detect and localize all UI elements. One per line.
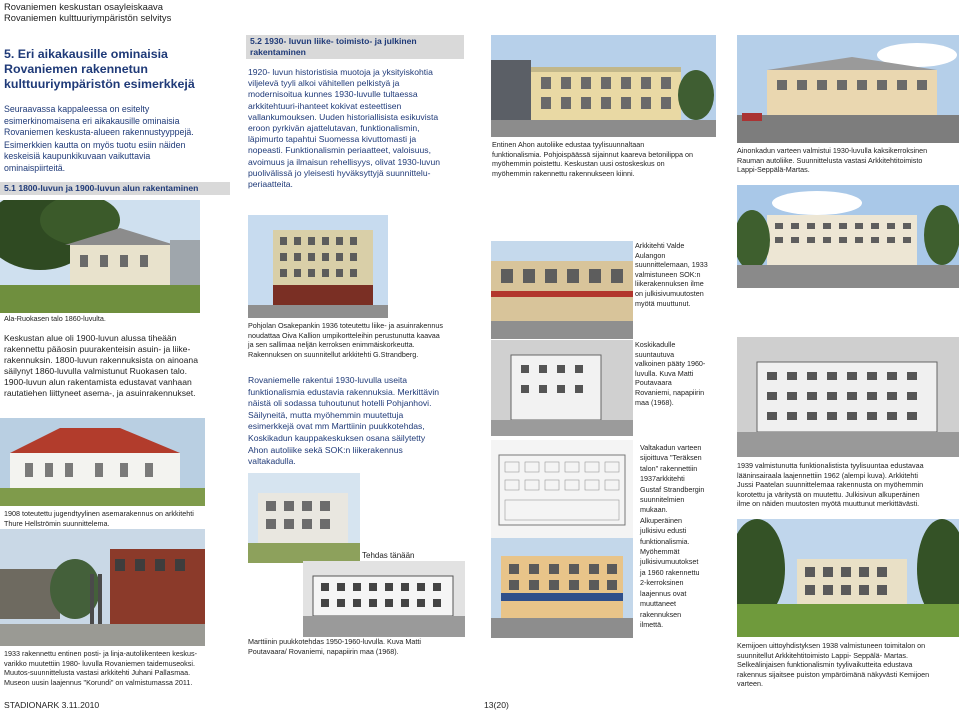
body-line: viljelevä tyyli alkoi vähitellen pelkistyä ja xyxy=(248,78,400,89)
caption-line: Jussi Paatelan suunnittelemaa rakennusta on myöhemmin xyxy=(737,480,924,490)
caption-taidemuseo xyxy=(4,649,197,687)
body-line: puolivälissä jo yleisesti hyväksyttyjä suunnittelu- xyxy=(248,167,431,178)
col2-para2 xyxy=(248,375,476,468)
photo-rauman-autoliike xyxy=(737,35,959,143)
caption-line: 1939 valmistunutta funktionalistista tyylisuuntaa edustavaa xyxy=(737,461,924,470)
caption-line: Kemijoen uittoyhdistyksen 1938 valmistuneen toimitalon on xyxy=(737,641,926,650)
body-line: modernisoitua kunnes 1930-luvulle tultaessa xyxy=(248,89,418,100)
section-intro xyxy=(4,104,229,174)
caption-line: ilmettä. xyxy=(640,619,664,629)
caption-line: Rovaniemi, napapiirin xyxy=(635,387,705,397)
intro-line: esimerkinomaisena eri aikakausille ominaisia xyxy=(4,115,180,126)
caption-line: 1933 rakennettu entinen posti- ja linja-autoliikenteen keskus- xyxy=(4,649,197,658)
caption-line: julkisivumuutokset xyxy=(640,557,699,567)
photo-osakepankki xyxy=(248,215,388,318)
body-line: 1900-luvun alun rakentamista edustavat vanhaan xyxy=(4,377,192,387)
heading-line: rakentaminen xyxy=(250,47,306,57)
intro-line: keskeisiä kaupunkikuvaan vaikuttavia xyxy=(4,151,151,161)
caption-line: Museon uusin laajennus "Korundi" on valmistumassa 2011. xyxy=(4,677,193,687)
photo-ahon-autoliike xyxy=(491,35,716,137)
body-line: rakennuksin. 1800-luvun rakennuksista on ainoana xyxy=(4,355,198,365)
caption-line: varikko muutettiin 1980- luvulla Rovaniemen taidemuseoksi. xyxy=(4,658,195,668)
body-line: Rovaniemelle rakentui 1930-luvulla useita xyxy=(248,375,408,385)
page-number: 13(20) xyxy=(484,700,509,710)
body-line: avoimuus ja ilmaisun rehellisyys, olivat 1930-luvun xyxy=(248,156,441,167)
caption-rauman-autoliike xyxy=(737,146,927,175)
body-line: rakennettu pääosin puurakenteisin asuin- ja liike- xyxy=(4,344,191,354)
caption-line: rakennuksen xyxy=(640,609,682,619)
subsection-5-1-heading: 5.1 1800-luvun ja 1900-luvun alun rakentaminen xyxy=(0,182,230,195)
caption-line: Rakennuksen on suunnitellut arkkitehti G.Strandberg. xyxy=(248,349,419,359)
caption-line: sijoittuva "Teräksen xyxy=(640,453,702,463)
photo-marttiini-tehdas xyxy=(303,561,465,637)
side-text-valtakatu xyxy=(640,443,718,630)
caption-marttiini xyxy=(248,637,421,656)
caption-line: Ainonkadun varteen valmistui 1930-luvulla kaksikerroksinen xyxy=(737,146,928,155)
heading-line: 5.2 1930- luvun liike- toimisto- ja julkinen xyxy=(250,36,417,46)
doc-header-line-1: Rovaniemen keskustan osayleiskaava xyxy=(4,1,163,12)
body-line: Koskikadun kauppakeskuksen osana säilytetty xyxy=(248,432,426,443)
caption-line: ja sen sallimaa neljän kerroksen enimmäiskorkeutta. xyxy=(248,340,415,350)
side-text-aulanko xyxy=(635,241,715,308)
caption-line: valmistuneen SOK:n xyxy=(635,269,701,279)
body-line: säilynyt 1860-luvulla valmistunut Ruokasen talo. xyxy=(4,366,187,376)
caption-line: Entinen Ahon autoliike edustaa tyylisuunnaltaan xyxy=(492,140,645,149)
subsection-5-2-heading xyxy=(246,35,464,59)
caption-line: korotettu ja väritystä on muutettu. Julkisivun alkuperäinen xyxy=(737,489,920,499)
intro-line: Esimerkkien kautta on myös tuotu esiin näiden xyxy=(4,139,186,150)
caption-line: suunnittelemaan, 1933 xyxy=(635,260,708,270)
caption-line: talon" rakennettiin xyxy=(640,463,698,473)
col1-body xyxy=(4,333,234,399)
caption-line: Marttiinin puukkotehdas 1950-1960-luvulla. Kuva Matti xyxy=(248,637,421,646)
photo-ruokasen-talo xyxy=(0,200,200,313)
caption-line: maa (1968). xyxy=(635,397,674,407)
caption-laaninsairaala xyxy=(737,461,924,509)
body-line: Keskustan alue oli 1900-luvun alussa tiheään xyxy=(4,333,177,343)
caption-line: 1937arkkitehti xyxy=(640,474,685,484)
body-line: Säilyneitä, mutta myöhemmin muutettuja xyxy=(248,409,404,420)
caption-uittoyhdistys xyxy=(737,641,929,689)
caption-asemarakennus xyxy=(4,509,194,528)
caption-osakepankki xyxy=(248,321,443,359)
caption-line: suunnitellut Arkkitehtitoimisto Lappi- Seppälä- Martas. xyxy=(737,650,908,660)
photo-laaninsairaala-1962 xyxy=(737,337,959,457)
body-line: funktionalismia edustavia rakennuksia. Merkittävin xyxy=(248,386,440,397)
photo-taidemuseo xyxy=(0,529,205,646)
col2-para1 xyxy=(248,67,476,190)
caption-line: Thure Hellströmin suunnittelema. xyxy=(4,518,110,528)
caption-line: rakennus sijaitsee puiston ympäröimänä näkyvästi Kemijoen xyxy=(737,669,930,679)
body-line: rautatiehen liittyneet asema-, ja asuinrakennukset. xyxy=(4,388,196,398)
side-text-koskikatu xyxy=(635,340,715,407)
body-line: läpimurto tapahtui Suomessa kivuttomasti ja xyxy=(248,134,417,145)
intro-line: ominaispiirteitä. xyxy=(4,162,66,173)
photo-tehdas-tanaan xyxy=(248,473,360,563)
caption-line: myöhemmin rakennettu rakennukseen kiinni. xyxy=(492,168,635,178)
caption-line: suuntautuva xyxy=(635,349,675,359)
caption-line: Koskikadulle xyxy=(635,340,676,349)
caption-ahon-autoliike xyxy=(492,140,693,178)
caption-line: on julkisivumuutosten xyxy=(635,288,704,298)
section-title-line: kulttuuriympäristön esimerkkejä xyxy=(4,77,195,91)
caption-line: Gustaf Strandbergin xyxy=(640,484,705,494)
caption-line: lääninsairaala laajennettiin 1962 (alempi kuva). Arkkitehti xyxy=(737,470,918,480)
caption-line: Poutavaara xyxy=(635,378,672,388)
caption-line: Lappi-Seppälä-Martas. xyxy=(737,165,810,175)
body-line: arkkitehtuuri-ihanteet kokivat esteettisen xyxy=(248,100,402,111)
caption-line: ilme on näiden muutosten myötä muuttunut merkittävästi. xyxy=(737,499,920,509)
caption-line: noudattaa Oiva Kallion umpikortteleihin perustunutta kaavaa xyxy=(248,330,440,340)
photo-koskikatu-pääty xyxy=(491,340,633,436)
caption-line: Poutavaara/ Rovaniemi, napapiirin maa (1968). xyxy=(248,646,399,656)
section-title-line: 5. Eri aikakausille ominaisia xyxy=(4,47,168,61)
body-line: 1920- luvun historistisia muotoja ja yksityiskohtia xyxy=(248,67,433,77)
caption-line: varteen. xyxy=(737,679,763,689)
caption-line: ja 1960 rakennettu xyxy=(640,567,700,577)
intro-line: Seuraavassa kappaleessa on esitelty xyxy=(4,104,150,114)
caption-line: Arkkitehti Valde xyxy=(635,241,685,250)
photo-laaninsairaala xyxy=(737,185,959,288)
caption-ruokasen: Ala-Ruokasen talo 1860-luvulta. xyxy=(4,314,106,323)
caption-line: Aulangon xyxy=(635,250,666,260)
photo-sok-liikerakennus xyxy=(491,241,633,339)
body-line: näistä oli sodassa tuhoutunut hotelli Pohjanhovi. xyxy=(248,398,432,409)
caption-line: Myöhemmät xyxy=(640,547,680,557)
body-line: esimerkkejä ovat mm Marttiinin puukkotehdas, xyxy=(248,421,425,432)
caption-line: funktionalismia. xyxy=(640,536,690,546)
body-line: eroon pyrkivän ajattelutavan, funktionalismin, xyxy=(248,123,420,134)
photo-teraksen-talo xyxy=(491,538,633,638)
caption-line: luvulla. Kuva Matti xyxy=(635,368,694,378)
caption-line: 2-kerroksinen xyxy=(640,578,684,588)
caption-line: Selkeälinjaisen funktionalismin tyylivaikutteita edustava xyxy=(737,660,913,670)
caption-line: suunnitelmien xyxy=(640,495,685,505)
intro-line: Rovaniemen keskusta-alueen rakennustyyppejä. xyxy=(4,127,194,137)
photo-uittoyhdistys xyxy=(737,519,959,637)
body-line: nopeasti. Funktionalismin periaatteet, valoisuus, xyxy=(248,145,431,156)
caption-line: Rauman autoliike. Suunnittelusta vastasi Arkkitehtitoimisto xyxy=(737,155,923,165)
caption-line: valkoinen pääty 1960- xyxy=(635,359,706,369)
caption-line: liikerakennuksen ilme xyxy=(635,279,704,289)
label-tehdas-tanaan: Tehdas tänään xyxy=(362,551,415,560)
caption-line: Pohjolan Osakepankin 1936 toteutettu liike- ja asuinrakennus xyxy=(248,321,443,330)
caption-line: mukaan. xyxy=(640,505,668,515)
photo-asemarakennus xyxy=(0,418,205,506)
body-line: vallankumouksen. Uuden historiallisista esikuvista xyxy=(248,111,439,122)
body-line: valtakadulla. xyxy=(248,456,296,467)
caption-line: myötä muuttunut. xyxy=(635,298,691,308)
caption-line: julkisivu edusti xyxy=(640,526,687,536)
section-title xyxy=(4,47,229,92)
caption-line: Muutos-suunnittelusta vastasi arkkitehti Juhani Pallasmaa. xyxy=(4,668,191,678)
caption-line: myöhemmin poistettu. Keskustan uusi ostoskeskus on xyxy=(492,159,665,169)
section-title-line: Rovaniemen rakennetun xyxy=(4,62,148,76)
drawing-teraksen-talo xyxy=(491,440,633,538)
body-line: Ahon autoliike sekä SOK:n liikerakennus xyxy=(248,444,403,455)
caption-line: laajennus ovat xyxy=(640,588,687,598)
caption-line: 1908 toteutettu jugendtyylinen asemarakennus on arkkitehti xyxy=(4,509,194,518)
body-line: periaatteita. xyxy=(248,179,293,190)
caption-line: funktionalismia. Pohjoispäässä sijainnut kaareva betonilippa on xyxy=(492,149,693,159)
caption-line: Alkuperäinen xyxy=(640,515,682,525)
footer-left: STADIONARK 3.11.2010 xyxy=(4,700,100,710)
caption-line: muuttaneet xyxy=(640,599,676,609)
caption-line: Valtakadun varteen xyxy=(640,443,702,452)
doc-header-line-2: Rovaniemen kulttuuriympäristön selvitys xyxy=(4,12,172,23)
